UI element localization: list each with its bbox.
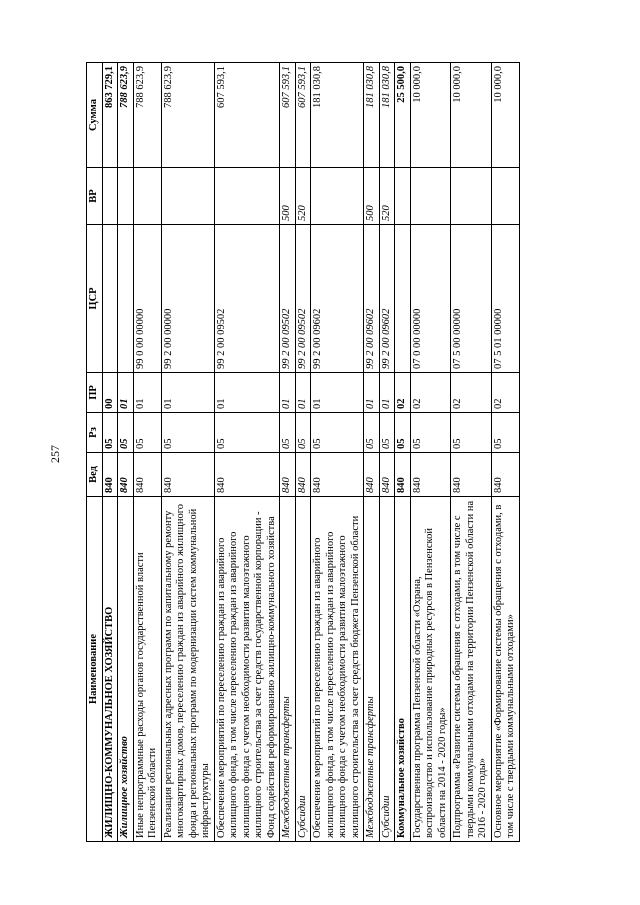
- cell-rz: 05: [295, 413, 311, 453]
- cell-name: Жилищное хозяйство: [118, 497, 134, 842]
- cell-name: Государственная программа Пензенской области «Охрана, воспроизводство и использование природных ресурсов в Пензенской области на 2014 - 2020 годы»: [410, 497, 451, 842]
- cell-pr: 01: [311, 373, 364, 413]
- cell-rz: 05: [280, 413, 296, 453]
- cell-vr: [102, 168, 118, 225]
- cell-csr: 99 2 00 09602: [364, 225, 380, 373]
- table-row: [451, 63, 492, 842]
- cell-csr: 99 2 00 00000: [161, 225, 214, 373]
- cell-rz: 05: [395, 413, 411, 453]
- cell-rz: 05: [118, 413, 134, 453]
- cell-ved: 840: [410, 453, 451, 497]
- cell-pr: 02: [410, 373, 451, 413]
- cell-sum: 181 030,8: [311, 63, 364, 168]
- table-row: [102, 63, 118, 842]
- cell-sum: 607 593,1: [295, 63, 311, 168]
- cell-name: Иные непрограммные расходы органов государственной власти Пензенской области: [133, 497, 161, 842]
- cell-vr: 500: [280, 168, 296, 225]
- header-pr: ПР: [87, 373, 103, 413]
- cell-pr: 01: [379, 373, 395, 413]
- cell-name: Обеспечение мероприятий по переселению граждан из аварийного жилищного фонда, в том числе переселению граждан из аварийного жилищного фонда с учетом необходимости развития малоэтажного жилищного строительства за счет средств бюджета Пензенской области: [311, 497, 364, 842]
- header-vr: ВР: [87, 168, 103, 225]
- cell-ved: 840: [491, 453, 519, 497]
- cell-pr: 01: [214, 373, 280, 413]
- cell-sum: 788 623,9: [161, 63, 214, 168]
- cell-csr: 99 2 00 09502: [295, 225, 311, 373]
- cell-csr: 99 2 00 09602: [379, 225, 395, 373]
- cell-rz: 05: [133, 413, 161, 453]
- cell-vr: [491, 168, 519, 225]
- header-ved: Вед: [87, 453, 103, 497]
- cell-name: Коммунальное хозяйство: [395, 497, 411, 842]
- cell-vr: [395, 168, 411, 225]
- cell-ved: 840: [295, 453, 311, 497]
- cell-rz: 05: [102, 413, 118, 453]
- cell-sum: 788 623,9: [118, 63, 134, 168]
- cell-pr: 02: [451, 373, 492, 413]
- cell-sum: 181 030,8: [364, 63, 380, 168]
- table-row: [491, 63, 519, 842]
- cell-name: Межбюджетные трансферты: [280, 497, 296, 842]
- cell-ved: 840: [214, 453, 280, 497]
- header-name: Наименование: [87, 497, 103, 842]
- cell-ved: 840: [395, 453, 411, 497]
- cell-ved: 840: [280, 453, 296, 497]
- table-row: [311, 63, 364, 842]
- cell-csr: 99 2 00 09502: [280, 225, 296, 373]
- cell-vr: [133, 168, 161, 225]
- cell-csr: 07 5 01 00000: [491, 225, 519, 373]
- cell-ved: 840: [133, 453, 161, 497]
- cell-pr: 02: [491, 373, 519, 413]
- cell-sum: 10 000,0: [410, 63, 451, 168]
- cell-rz: 05: [451, 413, 492, 453]
- cell-ved: 840: [379, 453, 395, 497]
- cell-rz: 05: [364, 413, 380, 453]
- cell-ved: 840: [364, 453, 380, 497]
- cell-sum: 788 623,9: [133, 63, 161, 168]
- cell-sum: 607 593,1: [280, 63, 296, 168]
- cell-sum: 10 000,0: [451, 63, 492, 168]
- cell-name: Межбюджетные трансферты: [364, 497, 380, 842]
- cell-csr: 99 0 00 00000: [133, 225, 161, 373]
- table-row: [395, 63, 411, 842]
- cell-csr: [102, 225, 118, 373]
- cell-sum: 863 729,1: [102, 63, 118, 168]
- cell-pr: 01: [118, 373, 134, 413]
- table-row: [295, 63, 311, 842]
- cell-name: Субсидии: [295, 497, 311, 842]
- cell-csr: 99 2 00 09502: [214, 225, 280, 373]
- header-sum: Сумма: [87, 63, 103, 168]
- cell-csr: [395, 225, 411, 373]
- cell-vr: [161, 168, 214, 225]
- cell-ved: 840: [118, 453, 134, 497]
- cell-vr: 520: [295, 168, 311, 225]
- table-row: [379, 63, 395, 842]
- cell-csr: [118, 225, 134, 373]
- cell-csr: 07 0 00 00000: [410, 225, 451, 373]
- cell-sum: 607 593,1: [214, 63, 280, 168]
- cell-vr: [214, 168, 280, 225]
- cell-name: ЖИЛИЩНО-КОММУНАЛЬНОЕ ХОЗЯЙСТВО: [102, 497, 118, 842]
- table-row: [214, 63, 280, 842]
- cell-csr: 99 2 00 09602: [311, 225, 364, 373]
- table-row: [280, 63, 296, 842]
- cell-ved: 840: [161, 453, 214, 497]
- cell-vr: [118, 168, 134, 225]
- cell-pr: 01: [364, 373, 380, 413]
- header-rz: Рз: [87, 413, 103, 453]
- page-number: 257: [48, 445, 62, 463]
- table-body: [102, 63, 519, 842]
- table-row: [133, 63, 161, 842]
- cell-name: Субсидии: [379, 497, 395, 842]
- cell-pr: 01: [133, 373, 161, 413]
- cell-rz: 05: [379, 413, 395, 453]
- cell-name: Основное мероприятие «Формирование системы обращения с отходами, в том числе с твердыми коммунальными отходами»: [491, 497, 519, 842]
- table-row: [118, 63, 134, 842]
- cell-pr: 01: [295, 373, 311, 413]
- cell-vr: [410, 168, 451, 225]
- cell-vr: 500: [364, 168, 380, 225]
- cell-pr: 00: [102, 373, 118, 413]
- rotated-page-content: [86, 63, 543, 842]
- cell-name: Реализация региональных адресных программ по капитальному ремонту многоквартирных домов, переселению граждан из аварийного жилищного фонда и региональных программ по модернизации систем коммунальной инфраструктуры: [161, 497, 214, 842]
- cell-ved: 840: [451, 453, 492, 497]
- table-row: [410, 63, 451, 842]
- cell-vr: 520: [379, 168, 395, 225]
- budget-table: [86, 62, 520, 842]
- cell-ved: 840: [102, 453, 118, 497]
- cell-sum: 10 000,0: [491, 63, 519, 168]
- table-row: [364, 63, 380, 842]
- cell-rz: 05: [311, 413, 364, 453]
- table-header-row: [87, 63, 103, 842]
- cell-pr: 01: [161, 373, 214, 413]
- cell-rz: 05: [491, 413, 519, 453]
- cell-pr: 01: [280, 373, 296, 413]
- cell-rz: 05: [214, 413, 280, 453]
- cell-ved: 840: [311, 453, 364, 497]
- header-csr: ЦСР: [87, 225, 103, 373]
- cell-sum: 181 030,8: [379, 63, 395, 168]
- table-row: [161, 63, 214, 842]
- cell-vr: [311, 168, 364, 225]
- cell-rz: 05: [410, 413, 451, 453]
- cell-rz: 05: [161, 413, 214, 453]
- cell-name: Подпрограмма «Развитие системы обращения с отходами, в том числе с твердыми коммунальными отходами на территории Пензенской области на 2016 - 2020 годы»: [451, 497, 492, 842]
- cell-sum: 25 500,0: [395, 63, 411, 168]
- cell-pr: 02: [395, 373, 411, 413]
- cell-csr: 07 5 00 00000: [451, 225, 492, 373]
- cell-vr: [451, 168, 492, 225]
- cell-name: Обеспечение мероприятий по переселению граждан из аварийного жилищного фонда, в том числе переселению граждан из аварийного жилищного фонда с учетом необходимости развития малоэтажного жилищного строительства за счет средств государственной корпорации - Фонд содействия реформированию жилищно-коммунального хозяйства: [214, 497, 280, 842]
